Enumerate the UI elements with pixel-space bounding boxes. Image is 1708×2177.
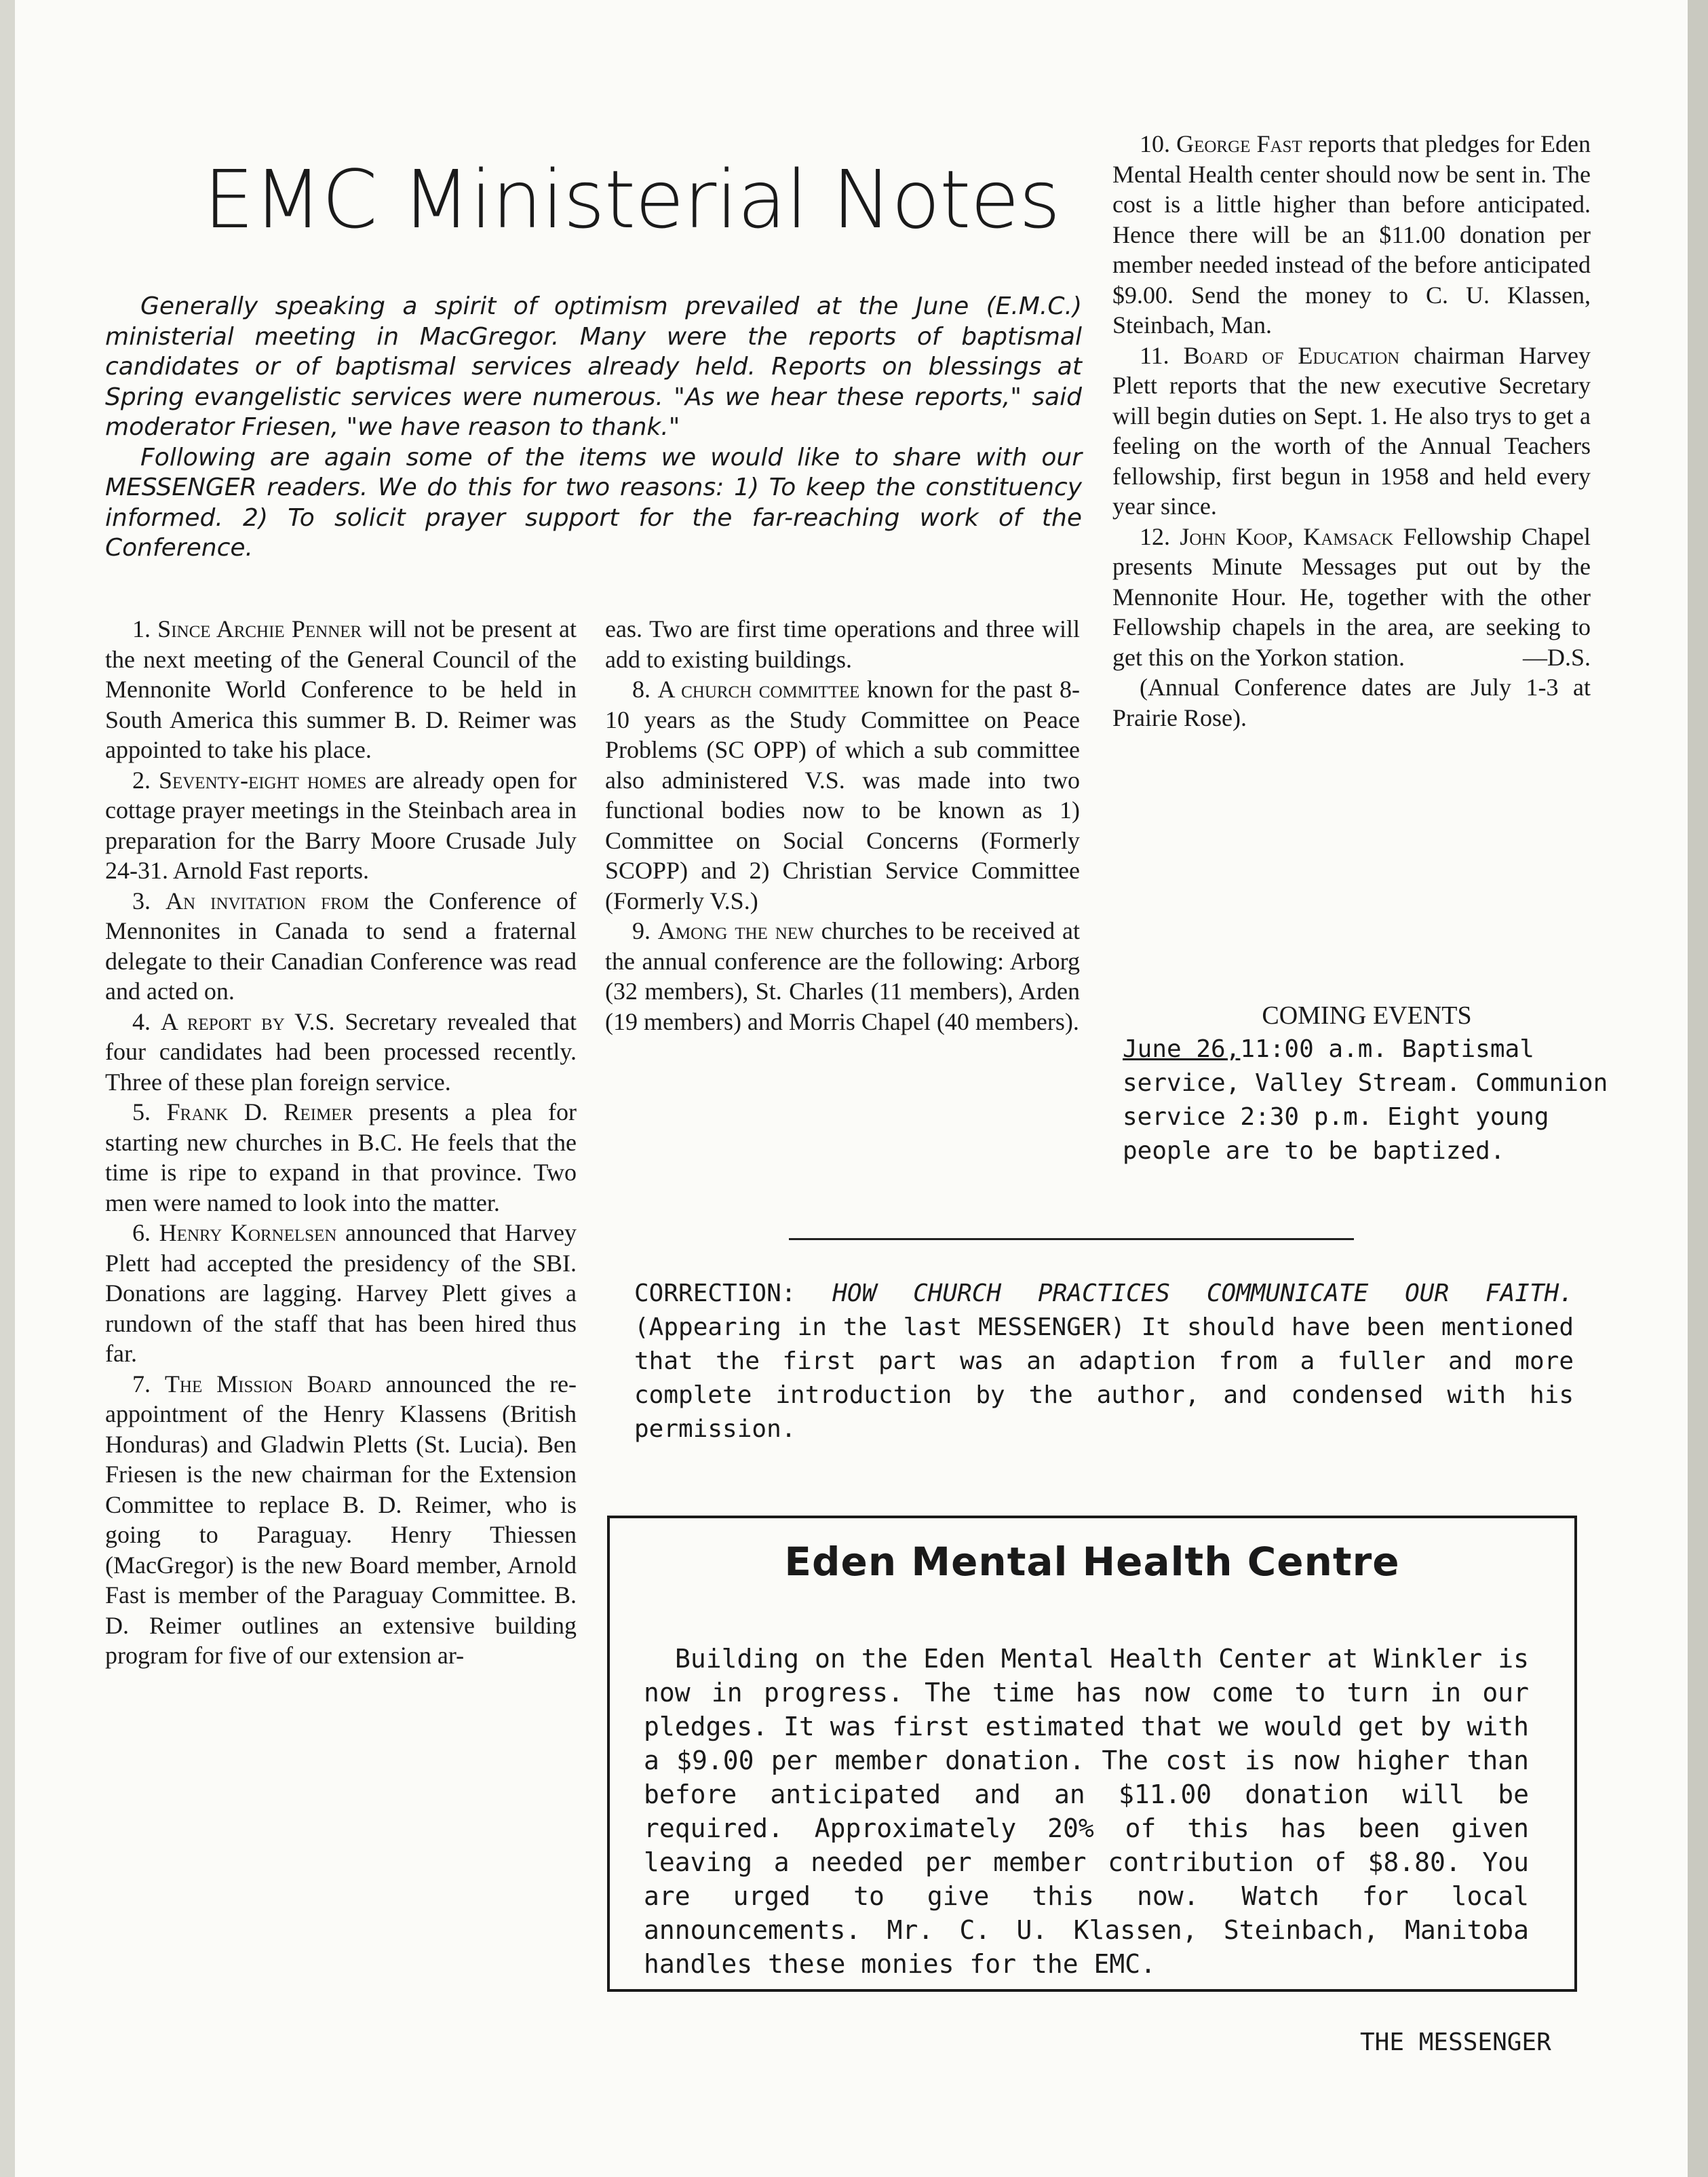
- correction-text: (Appearing in the last MESSENGER) It should have been mentioned that the first part was an adaption from a fuller and more complete introduction by the author, and condensed with his permission.: [634, 1313, 1574, 1443]
- footer-publication: THE MESSENGER: [1360, 2028, 1551, 2056]
- signature: —D.S.: [1522, 643, 1591, 671]
- events-date: June 26,: [1123, 1035, 1241, 1063]
- item-5: 5. Frank D. Reimer presents a plea for starting new churches in B.C. He feels that the time is ripe to expand in that province. Two men were named to look into the matter.: [105, 1098, 577, 1216]
- correction-note: [634, 1277, 1574, 1446]
- item-6: 6. Henry Kornelsen announced that Harvey Plett had accepted the presidency of the SBI. Donations are lagging. Harvey Plett gives a rundown of the staff that has been hired thus far.: [105, 1219, 577, 1367]
- page-edge-left: [0, 0, 15, 2177]
- item-11: 11. Board of Education chairman Harvey Plett reports that the new executive Secretary will begin duties on Sept. 1. He also trys to get a feeling on the worth of the Annual Teachers fellowship, first begun in 1958 and held every year since.: [1112, 341, 1591, 520]
- box-body: [644, 1642, 1529, 1981]
- item-7-continued: eas. Two are first time operations and three will add to existing buildings.: [605, 615, 1080, 673]
- page-title: EMC Ministerial Notes: [203, 153, 1060, 246]
- item-10: 10. George Fast reports that pledges for Eden Mental Health center should now be sent in. The cost is a little higher than before anticipated. Hence there will be an $11.00 donation per member needed instead of the before anticipated $9.00. Send the money to C. U. Klassen, Steinbach, Man.: [1112, 130, 1591, 339]
- column-2: [605, 614, 1080, 1037]
- item-3: 3. An invitation from the Conference of Mennonites in Canada to send a fraternal delegate to their Canadian Conference was read and acted on.: [105, 887, 577, 1005]
- item-1: 1. Since Archie Penner will not be present at the next meeting of the General Council of the Mennonite World Conference to be held in South America this summer B. D. Reimer was appointed to take his place.: [105, 615, 577, 763]
- eden-announcement-box: [607, 1516, 1577, 1992]
- column-1: [105, 614, 577, 1671]
- item-8: 8. A church committee known for the past 8-10 years as the Study Committee on Peace Problems (SC OPP) of which a sub committee also administered V.S. was made into two functional bodies now to be known as 1) Committee on Social Concerns (Formerly SCOPP) and 2) Christian Service Committee (Formerly V.S.): [605, 676, 1081, 914]
- intro: [105, 292, 1082, 564]
- correction-label: CORRECTION:: [634, 1279, 796, 1307]
- box-paragraph: Building on the Eden Mental Health Center at Winkler is now in progress. The time has now come to turn in our pledges. It was first estimated that we would get by with a $9.00 per member donation. The cost is now higher than before anticipated and an $11.00 donation will be required. Approximately 20% of this has been given leaving a needed per member contribution of $8.80. You are urged to give this now. Watch for local announcements. Mr. C. U. Klassen, Steinbach, Manitoba handles these monies for the EMC.: [644, 1644, 1529, 1979]
- item-2: 2. Seventy-eight homes are already open for cottage prayer meetings in the Steinbach area in preparation for the Barry Moore Crusade July 24-31. Arnold Fast reports.: [105, 766, 577, 884]
- page-edge-right: [1688, 0, 1708, 2177]
- item-9: 9. Among the new churches to be received at the annual conference are the following: Arborg (32 members), St. Charles (11 members), Arden (19 members) and Morris Chapel (40 members).: [605, 917, 1081, 1035]
- coming-events: [1123, 999, 1611, 1168]
- intro-paragraph-1: Generally speaking a spirit of optimism prevailed at the June (E.M.C.) ministerial meeting in MacGregor. Many were the reports of baptismal candidates or of baptismal services already held. Reports on blessings at Spring evangelistic services were numerous. "As we hear these reports," said moderator Friesen, "we have reason to thank.": [105, 292, 1082, 441]
- item-4: 4. A report by V.S. Secretary revealed that four candidates had been processed recently. Three of these plan foreign service.: [105, 1007, 577, 1096]
- events-heading: COMING EVENTS: [1262, 1001, 1472, 1030]
- intro-paragraph-2: Following are again some of the items we would like to share with our MESSENGER readers. We do this for two reasons: 1) To keep the constituency informed. 2) To solicit prayer support for the far-reaching work of the Conference.: [105, 443, 1082, 562]
- box-title: Eden Mental Health Centre: [784, 1539, 1400, 1585]
- events-text: June 26,11:00 a.m. Baptismal service, Valley Stream. Communion service 2:30 p.m. Eight young people are to be baptized.: [1123, 1035, 1608, 1165]
- item-12: 12. John Koop, Kamsack Fellowship Chapel presents Minute Messages put out by the Mennonite Hour. He, together with the other Fellowship chapels in the area, are seeking to get this on the Yorkon station. —D.S.: [1112, 522, 1591, 673]
- correction-article: HOW CHURCH PRACTICES COMMUNICATE OUR FAITH.: [832, 1279, 1574, 1307]
- column-3: [1112, 129, 1591, 733]
- section-divider: [789, 1238, 1354, 1240]
- conference-note: (Annual Conference dates are July 1-3 at Prairie Rose).: [1112, 674, 1591, 731]
- item-7: 7. The Mission Board announced the re-appointment of the Henry Klassens (British Honduras) and Gladwin Pletts (St. Lucia). Ben Friesen is the new chairman for the Extension Committee to replace B. D. Reimer, who is going to Paraguay. Henry Thiessen (MacGregor) is the new Board member, Arnold Fast is member of the Paraguay Committee. B. D. Reimer outlines an extensive building program for five of our extension ar-: [105, 1370, 577, 1669]
